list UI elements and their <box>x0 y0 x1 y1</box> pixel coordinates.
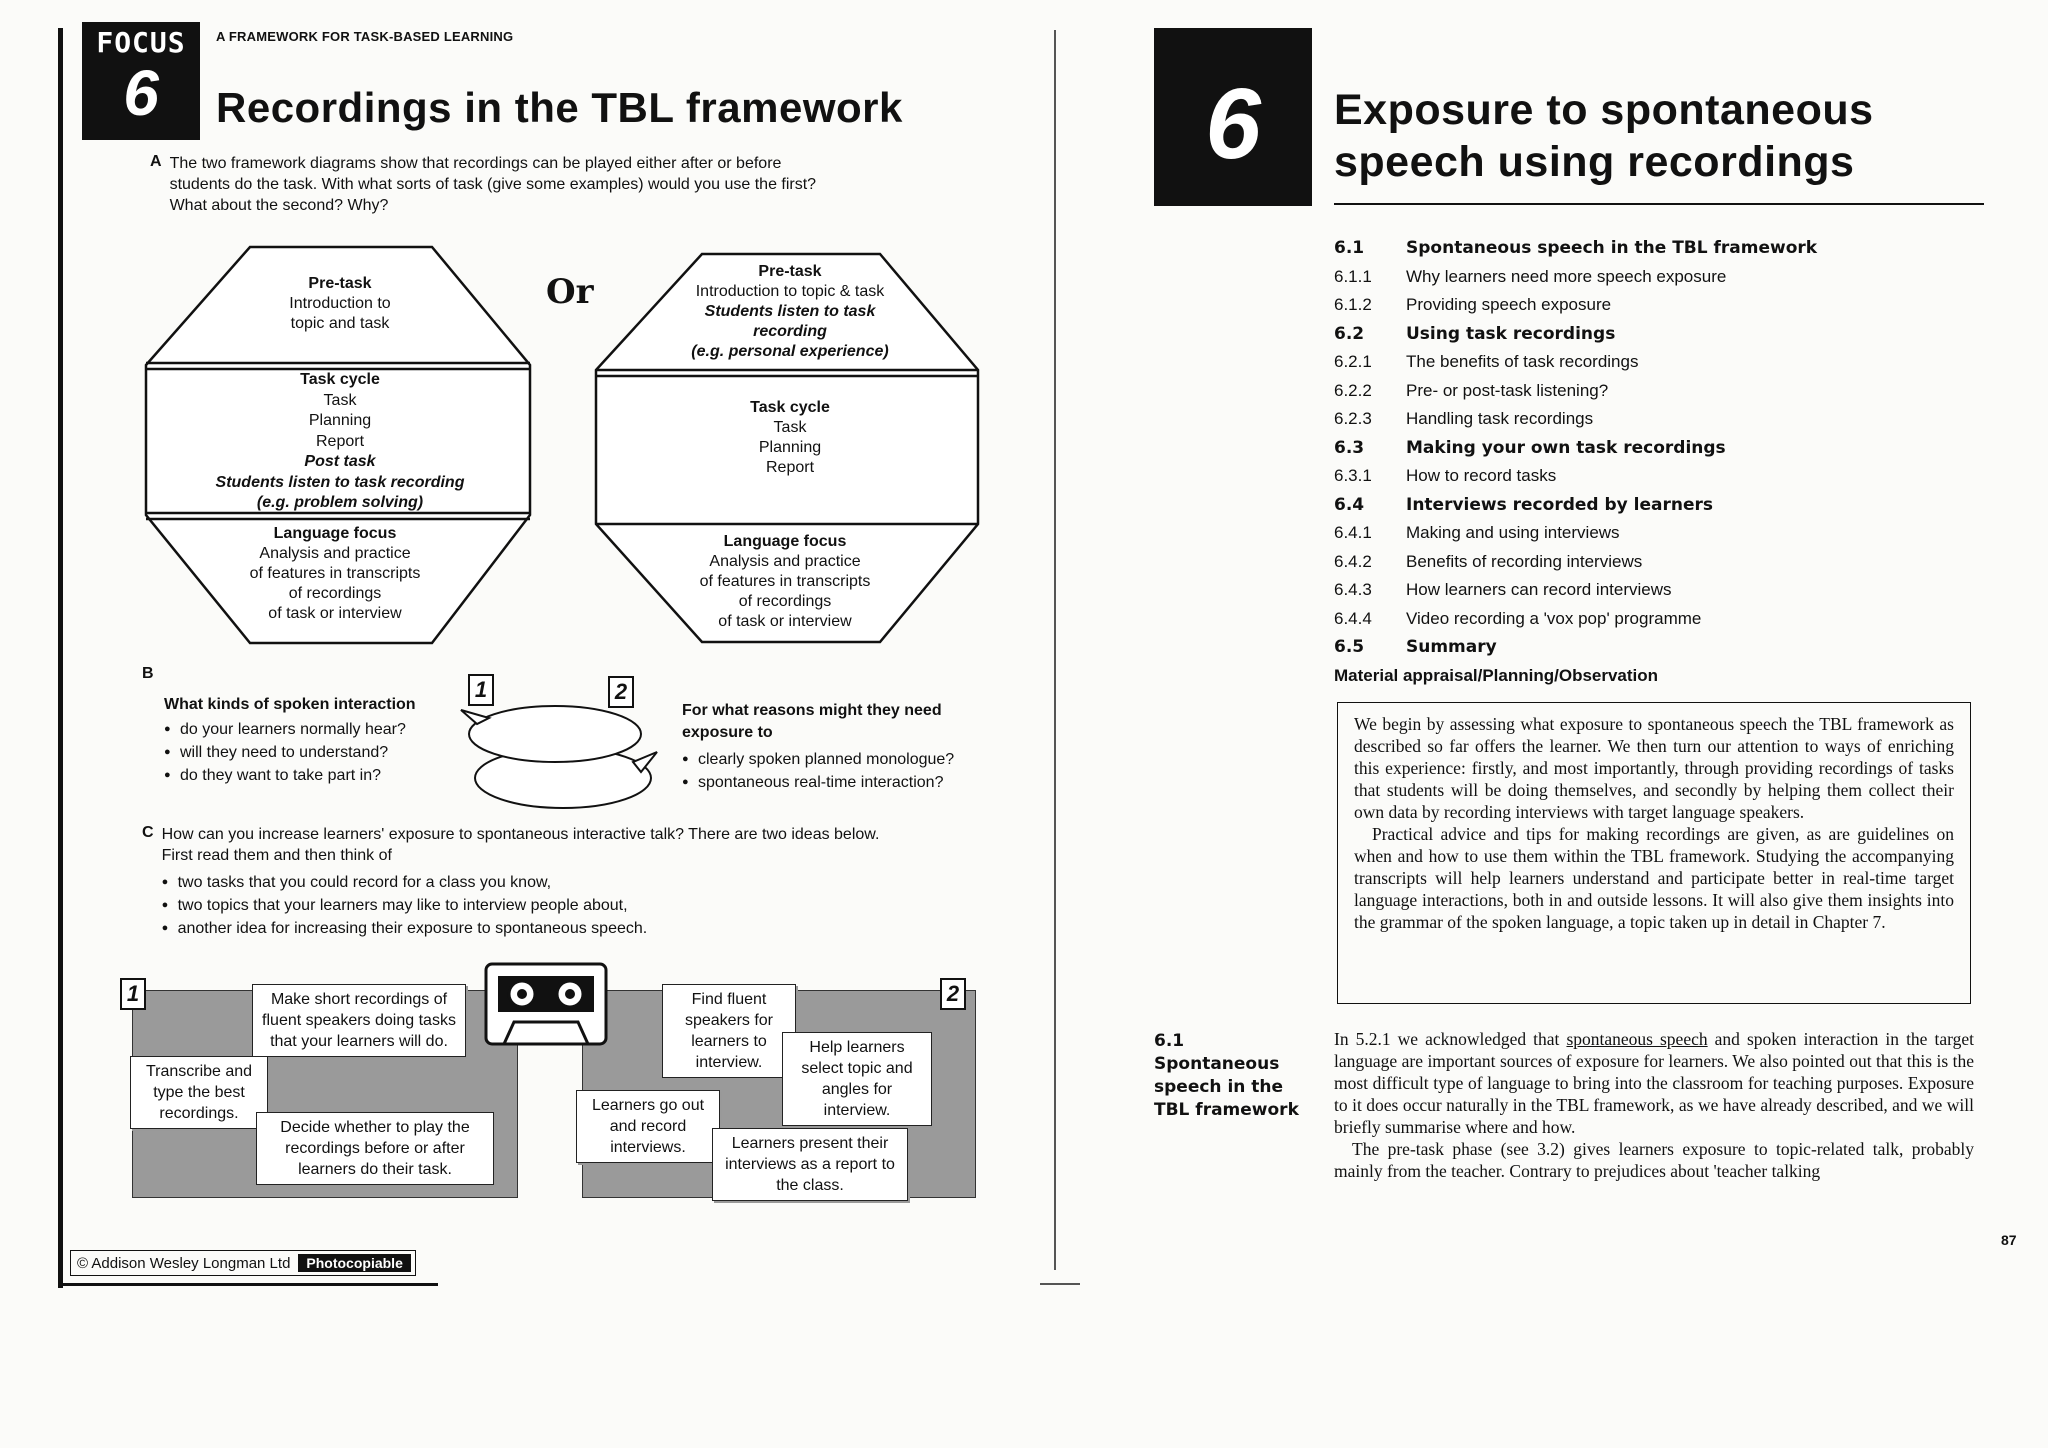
diagram-2-pretask <box>640 262 940 362</box>
section-b-left-list <box>164 718 464 787</box>
section-c-line1: How can you increase learners' exposure to spontaneous interactive talk? There are two ideas below. <box>161 826 880 843</box>
section-b-left <box>164 694 464 787</box>
diagram-2-pretask-title: Pre-task <box>758 263 822 280</box>
focus-label: FOCUS <box>96 26 186 59</box>
chapter-title-rule <box>1334 203 1984 205</box>
section-c <box>142 824 1022 940</box>
toc-row: 6.3.1 How to record tasks <box>1334 466 1557 485</box>
idea-number-1: 1 <box>120 978 146 1010</box>
diagram-1-pretask-line2: topic and task <box>290 315 390 332</box>
speech-bubble-front <box>469 706 641 762</box>
section-side-heading <box>1154 1030 1299 1122</box>
list-item: ● do your learners normally hear? <box>164 718 464 741</box>
intro-paragraph-1: We begin by assessing what exposure to spontaneous speech the TBL framework as described so far offers the learner. We then turn our attention to ways of enriching this experience: firstly, and most importantly, through providing recordings of tasks that students will be doing themselves, and secondly by helping them collect their own data by recording interviews with target language speakers. <box>1354 714 1954 822</box>
section-b-right <box>682 700 1022 794</box>
table-of-contents <box>1334 234 1994 690</box>
diagram-2-pretask-line3: recording <box>753 323 827 340</box>
toc-row: 6.1 Spontaneous speech in the TBL framework <box>1334 238 1818 258</box>
section-a <box>150 153 830 216</box>
diagram-1-lf-line2: of features in transcripts <box>249 565 421 582</box>
diagram-1-language-focus <box>190 524 480 624</box>
toc-row: 6.2.1 The benefits of task recordings <box>1334 352 1639 371</box>
body-text <box>1334 1028 1974 1182</box>
copyright-text: © Addison Wesley Longman Ltd <box>77 1254 291 1272</box>
chapter-title-line2: speech using recordings <box>1334 138 1855 186</box>
section-a-letter: A <box>150 153 162 170</box>
focus-number: 6 <box>123 57 159 129</box>
intro-paragraph-2: Practical advice and tips for making recordings are given, as are guidelines on when and how to use them within the TBL framework. Studying the accompanying transcripts will help learners understand and participate better in real-time target language interactions, both in and outside lessons. It will also give them insights into the grammar of the spoken language, a topic taken up in detail in Chapter 7. <box>1354 824 1954 932</box>
body-paragraph-2: The pre-task phase (see 3.2) gives learners exposure to topic-related talk, probably mainly from the teacher. Contrary to prejudices about 'teacher talking <box>1334 1139 1974 1181</box>
diagram-1-task-cycle <box>160 370 520 514</box>
list-item: ● will they need to understand? <box>164 741 464 764</box>
diagram-2-cycle-line2: Planning <box>758 439 822 456</box>
diagram-2-lf-line4: of task or interview <box>718 613 852 630</box>
footer-rule <box>58 1283 438 1286</box>
idea-2-card-find: Find fluent speakers for learners to interview. <box>662 984 796 1078</box>
toc-row: 6.5 Summary <box>1334 637 1497 657</box>
section-b-left-heading: What kinds of spoken interaction <box>164 696 416 713</box>
idea-number-2: 2 <box>940 978 966 1010</box>
section-b-right-heading-2: exposure to <box>682 724 773 741</box>
diagram-2-cycle-line3: Report <box>765 459 815 476</box>
section-c-line2: First read them and then think of <box>161 847 392 864</box>
diagram-1-post-title: Post task <box>304 453 376 470</box>
page-gutter <box>1054 30 1056 1270</box>
diagram-2-cycle-line1: Task <box>773 419 807 436</box>
chapter-number-badge <box>1154 28 1312 206</box>
toc-row: 6.4 Interviews recorded by learners <box>1334 494 1714 515</box>
bubble-number-2: 2 <box>608 676 634 708</box>
diagram-2-language-focus <box>640 532 930 632</box>
left-margin-rule <box>58 28 63 1288</box>
toc-row: 6.2.2 Pre- or post-task listening? <box>1334 380 1609 400</box>
diagram-1-cycle-line1: Task <box>323 391 357 409</box>
section-a-text: The two framework diagrams show that recordings can be played either after or before students do the task. With what sorts of task (give some examples) would you use the first? What about the second? Why? <box>169 155 817 214</box>
toc-row: 6.3 Making your own task recordings <box>1334 437 1726 458</box>
list-item: ● do they want to take part in? <box>164 764 464 787</box>
or-label: Or <box>546 272 594 312</box>
focus-badge <box>82 22 200 140</box>
diagram-1-lf-line4: of task or interview <box>268 605 402 622</box>
page-title: Recordings in the TBL framework <box>216 84 903 131</box>
diagram-2-pretask-line4: (e.g. personal experience) <box>691 343 889 360</box>
body-text-span: In 5.2.1 we acknowledged that <box>1334 1029 1567 1049</box>
side-heading-line: 6.1 <box>1154 1031 1185 1051</box>
diagram-1-pretask <box>190 274 490 334</box>
idea-2-card-present: Learners present their interviews as a report to the class. <box>712 1128 908 1201</box>
toc-row: 6.2 Using task recordings <box>1334 323 1616 344</box>
diagram-1-cycle-line2: Planning <box>308 412 372 429</box>
cassette-icon <box>484 962 608 1046</box>
diagram-1-cycle-title: Task cycle <box>300 371 380 388</box>
diagram-1-post-line1: Students listen to task recording <box>215 473 465 491</box>
gutter-foot <box>1040 1283 1080 1285</box>
diagram-2-task-cycle <box>640 398 940 478</box>
diagram-2-lf-title: Language focus <box>723 533 847 550</box>
side-heading-line: TBL framework <box>1154 1100 1299 1120</box>
diagram-1-lf-title: Language focus <box>273 525 397 542</box>
diagram-2-lf-line1: Analysis and practice <box>709 553 861 570</box>
idea-1-card-decide: Decide whether to play the recordings before or after learners do their task. <box>256 1112 494 1185</box>
page-number: 87 <box>2001 1232 2017 1248</box>
section-b-right-list <box>682 748 1022 794</box>
idea-2-card-go-out: Learners go out and record interviews. <box>576 1090 720 1163</box>
chapter-intro-box <box>1337 702 1971 1004</box>
photocopiable-badge: Photocopiable <box>298 1254 410 1272</box>
copyright-footer <box>70 1250 416 1276</box>
chapter-title <box>1334 84 1874 188</box>
toc-row: 6.4.3 How learners can record interviews <box>1334 580 1672 599</box>
list-item: ● another idea for increasing their exposure to spontaneous speech. <box>162 917 880 940</box>
list-item: ● clearly spoken planned monologue? <box>682 748 1022 771</box>
bubble-number-1: 1 <box>468 674 494 706</box>
idea-1-card-record: Make short recordings of fluent speakers doing tasks that your learners will do. <box>252 984 466 1057</box>
diagram-2-pretask-line2: Students listen to task <box>704 303 876 320</box>
toc-row: 6.2.3 Handling task recordings <box>1334 409 1594 428</box>
body-text-underlined: spontaneous speech <box>1566 1029 1708 1049</box>
diagram-2-lf-line2: of features in transcripts <box>699 573 871 590</box>
idea-2-card-help: Help learners select topic and angles for interview. <box>782 1032 932 1126</box>
diagram-2-lf-line3: of recordings <box>738 593 832 610</box>
diagram-1-lf-line3: of recordings <box>288 585 382 602</box>
diagram-1-pretask-title: Pre-task <box>308 275 372 292</box>
diagram-1-cycle-line3: Report <box>315 432 365 450</box>
diagram-1-post-line2: (e.g. problem solving) <box>256 494 424 511</box>
toc-row: 6.1.2 Providing speech exposure <box>1334 295 1612 314</box>
toc-row: 6.1.1 Why learners need more speech exposure <box>1334 266 1727 286</box>
chapter-number: 6 <box>1205 67 1261 180</box>
body-paragraph-1 <box>1334 1028 1974 1138</box>
section-b-letter: B <box>142 665 154 682</box>
list-item: ● spontaneous real-time interaction? <box>682 771 1022 794</box>
toc-row: 6.4.4 Video recording a 'vox pop' programme <box>1334 608 1702 628</box>
section-c-list <box>162 871 880 940</box>
diagram-2-cycle-title: Task cycle <box>750 399 830 416</box>
idea-1-card-transcribe: Transcribe and type the best recordings. <box>130 1056 268 1129</box>
side-heading-line: speech in the <box>1154 1077 1284 1097</box>
chapter-title-line1: Exposure to spontaneous <box>1334 86 1874 134</box>
diagram-2-pretask-line1: Introduction to topic & task <box>695 283 885 300</box>
toc-material-line: Material appraisal/Planning/Observation <box>1334 665 1659 685</box>
toc-row: 6.4.1 Making and using interviews <box>1334 523 1620 542</box>
section-c-letter: C <box>142 824 154 841</box>
toc-row: 6.4.2 Benefits of recording interviews <box>1334 551 1643 571</box>
diagram-1-pretask-line1: Introduction to <box>289 295 391 312</box>
list-item: ● two topics that your learners may like to interview people about, <box>162 894 880 917</box>
diagram-1-lf-line1: Analysis and practice <box>259 545 411 562</box>
list-item: ● two tasks that you could record for a class you know, <box>162 871 880 894</box>
series-title: A FRAMEWORK FOR TASK-BASED LEARNING <box>216 29 514 44</box>
side-heading-line: Spontaneous <box>1154 1054 1280 1074</box>
body-text-span: and spoken interaction in the target language are important sources of exposure for learners. We also pointed out that this is the most difficult type of language to bring into the classroom for teaching purposes. Exposure to it does occur naturally in the TBL framework, as we have already described, and we will briefly summarise where and how. <box>1334 1029 1974 1137</box>
section-b-right-heading-1: For what reasons might they need <box>682 702 942 719</box>
